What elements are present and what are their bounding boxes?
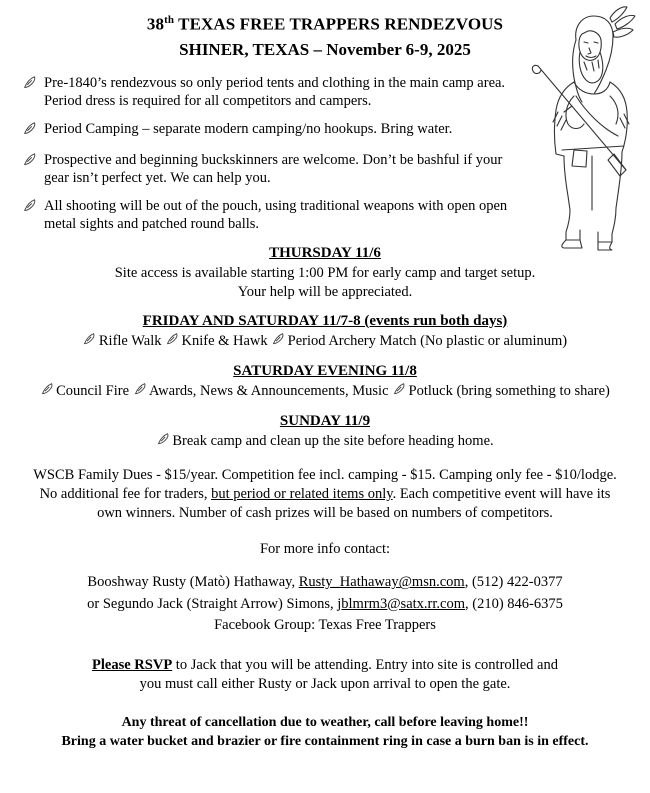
fees-line-2-pre: No additional fee for traders, [39,485,212,502]
event-list [0,432,650,452]
event-list [0,332,650,352]
section-heading: SATURDAY EVENING 11/8 [233,362,417,379]
powder-horn-icon [22,152,42,173]
schedule-section-thursday [0,244,650,302]
powder-horn-icon [154,432,172,452]
section-heading: SUNDAY 11/9 [279,412,371,429]
list-item [22,120,520,142]
schedule-section-friday-saturday [0,312,650,352]
powder-horn-icon [270,332,288,352]
title-subtitle: SHINER, TEXAS – November 6-9, 2025 [179,39,471,59]
rsvp-block [0,656,650,695]
event-label: Break camp and clean up the site before heading home. [172,433,494,450]
powder-horn-icon [22,121,42,142]
fees-paragraph [0,466,650,524]
event-label: Period Archery Match (No plastic or aluminum) [287,333,568,350]
list-item-label: All shooting will be out of the pouch, using traditional weapons with open open metal sights and patched round balls. [44,197,508,233]
contact-person-1-phone: , (512) 422-0377 [464,574,563,591]
event-list [0,382,650,402]
fees-line-3: own winners. Number of cash prizes will be based on numbers of competitors. [97,505,553,522]
schedule-section-sunday [0,412,650,452]
contact-block [0,539,650,635]
list-item-label: Pre-1840’s rendezvous so only period tents and clothing in the main camp area. Period dress is required for all competitors and campers. [44,74,506,110]
contact-intro: For more info contact: [259,541,391,558]
fees-line-2-post: . Each competitive event will have its [392,485,611,502]
powder-horn-icon [81,332,99,352]
mountain-man-trapper-illustration [514,4,644,252]
footer-line-1: Any threat of cancellation due to weather, call before leaving home!! [121,714,529,730]
list-item [22,197,520,234]
contact-facebook-group: Facebook Group: Texas Free Trappers [214,616,436,633]
powder-horn-icon [22,198,42,219]
section-heading: FRIDAY AND SATURDAY 11/7-8 (events run both days) [142,312,508,329]
event-label: Rifle Walk [98,333,162,350]
fees-line-1: WSCB Family Dues - $15/year. Competition fee incl. camping - $15. Camping only fee - $10/lodge. [33,466,617,483]
contact-person-2-phone: , (210) 846-6375 [464,595,563,612]
footer-warning [0,713,650,752]
powder-horn-icon [163,332,181,352]
event-label: Potluck (bring something to share) [408,383,610,400]
list-item [22,74,520,111]
title-main-text: TEXAS FREE TRAPPERS RENDEZVOUS [178,14,504,34]
contact-person-2-email[interactable]: jblmrm3@satx.rr.com [337,595,465,612]
contact-person-2-name: or Segundo Jack (Straight Arrow) Simons, [87,595,338,612]
fees-line-2-underlined: but period or related items only [211,485,393,502]
rsvp-text: to Jack that you will be attending. Entry into site is controlled and [172,656,558,673]
title-ordinal-number: 38 [146,14,165,34]
powder-horn-icon [391,382,409,402]
contact-person-2 [0,594,650,615]
list-item-label: Period Camping – separate modern camping/no hookups. Bring water. [44,120,453,137]
footer-line-2: Bring a water bucket and brazier or fire containment ring in case a burn ban is in effect. [61,734,589,750]
event-label: Council Fire [56,383,130,400]
schedule-section-saturday-evening [0,362,650,402]
section-body: Site access is available starting 1:00 PM for early camp and target setup. Your help will be appreciated. [114,264,536,300]
rsvp-label: Please RSVP [92,656,173,673]
title-ordinal-suffix: th [164,14,175,26]
contact-person-1 [0,572,650,593]
rsvp-line-2: you must call either Rusty or Jack upon arrival to open the gate. [139,676,511,693]
contact-person-1-email[interactable]: Rusty_Hathaway@msn.com [298,574,465,591]
powder-horn-icon [131,382,149,402]
list-item-label: Prospective and beginning buckskinners are welcome. Don’t be bashful if your gear isn’t perfect yet. We can help you. [44,151,503,187]
powder-horn-icon [38,382,56,402]
powder-horn-icon [22,75,42,96]
section-heading: THURSDAY 11/6 [269,244,381,261]
event-label: Knife & Hawk [181,333,268,350]
contact-person-1-name: Booshway Rusty (Matò) Hathaway, [87,574,299,591]
event-label: Awards, News & Announcements, Music [149,383,389,400]
list-item [22,151,520,188]
